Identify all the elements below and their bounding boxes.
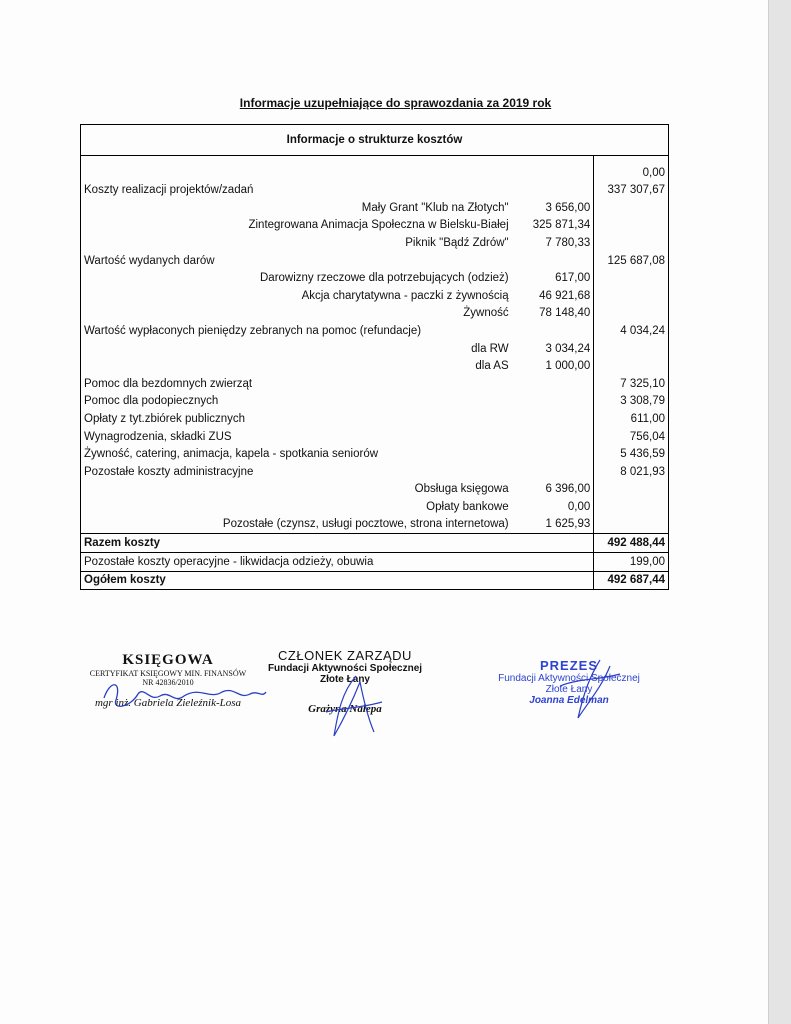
row-subtotal [512,322,594,340]
cost-structure-table [80,124,669,590]
prezes-org-line2: Złote Łany [545,684,593,695]
czlonek-handwritten-signature [312,672,402,742]
table-row [81,322,669,340]
row-label: Mały Grant "Klub na Złotych" [81,199,512,217]
grand-total-value: 492 687,44 [594,571,669,590]
scan-edge [768,0,791,1024]
czlonek-name: Grażyna Nalepa [308,703,382,715]
operating-costs-row [81,553,669,572]
row-total [594,340,669,358]
prezes-org-line1: Fundacji Aktywności Społecznej [498,673,640,684]
row-subtotal [512,164,594,182]
row-label: Opłaty bankowe [81,498,512,516]
czlonek-org-line2: Złote Łany [319,674,370,685]
row-subtotal: 78 148,40 [539,307,591,320]
row-total [594,358,669,376]
row-label: Żywność [81,305,512,323]
table-row [81,305,669,323]
table-row [81,498,669,516]
operating-costs-value: 199,00 [594,553,669,572]
row-label: Koszty realizacji projektów/zadań [81,182,512,200]
row-label: Wartość wydanych darów [81,252,512,270]
czlonek-title: CZŁONEK ZARZĄDU [278,648,412,663]
row-total: 337 307,67 [594,182,669,200]
table-row [81,481,669,499]
table-header-row [81,125,669,156]
row-subtotal: 3 034,24 [545,342,591,355]
grand-total-row [81,571,669,590]
row-subtotal [512,463,594,481]
operating-costs-label: Pozostałe koszty operacyjne - likwidacja odzieży, obuwia [81,553,594,572]
spacer-row [81,156,669,165]
row-subtotal: 46 921,68 [539,289,591,302]
czlonek-org-line1: Fundacji Aktywności Społecznej [267,663,423,674]
row-total: 3 308,79 [594,393,669,411]
row-subtotal [512,182,594,200]
table-row [81,270,669,288]
row-subtotal [512,428,594,446]
table-row [81,252,669,270]
document-title: Informacje uzupełniające do sprawozdania za 2019 rok [239,96,552,110]
row-total [594,234,669,252]
table-row [81,217,669,235]
prezes-title: PREZES [539,658,598,673]
row-subtotal: 3 656,00 [545,201,591,214]
row-total [594,498,669,516]
total-row [81,534,669,553]
row-label: Zintegrowana Animacja Społeczna w Bielsku-Białej [81,217,512,235]
row-label: Pozostałe (czynsz, usługi pocztowe, strona internetowa) [81,516,512,534]
row-subtotal [512,446,594,464]
row-label: Pomoc dla podopiecznych [81,393,512,411]
table-row [81,199,669,217]
prezes-handwritten-signature [540,656,630,722]
row-label: Akcja charytatywna - paczki z żywnością [81,287,512,305]
row-subtotal: 617,00 [555,272,591,285]
row-total [594,287,669,305]
table-row [81,516,669,534]
table-row [81,340,669,358]
row-total: 4 034,24 [594,322,669,340]
row-total [594,199,669,217]
prezes-name: Joanna Edelman [529,695,609,706]
table-row [81,410,669,428]
row-total [594,481,669,499]
row-label: Wartość wypłaconych pieniędzy zebranych na pomoc (refundacje) [81,322,512,340]
row-label: Żywność, catering, animacja, kapela - spotkania seniorów [81,446,512,464]
row-label: Opłaty z tyt.zbiórek publicznych [81,410,512,428]
row-total: 0,00 [594,164,669,182]
row-subtotal: 1 000,00 [545,360,591,373]
row-subtotal: 6 396,00 [545,483,591,496]
row-subtotal: 0,00 [567,500,591,513]
table-row [81,393,669,411]
table-row [81,164,669,182]
row-label: Obsługa księgowa [81,481,512,499]
row-total: 5 436,59 [594,446,669,464]
ksiegowa-handwritten-signature [100,678,270,714]
row-label: Piknik "Bądź Zdrów" [81,234,512,252]
row-subtotal [512,375,594,393]
row-label: Darowizny rzeczowe dla potrzebujących (odzież) [81,270,512,288]
row-label: Pomoc dla bezdomnych zwierząt [81,375,512,393]
ksiegowa-cert-number: NR 42836/2010 [142,678,194,687]
row-total [594,270,669,288]
row-subtotal: 325 871,34 [532,219,591,232]
ksiegowa-name: mgr inż. Gabriela Zieleźnik-Losa [94,697,242,709]
table-row [81,375,669,393]
row-label: Pozostałe koszty administracyjne [81,463,512,481]
row-subtotal [512,252,594,270]
table-row [81,428,669,446]
row-total: 7 325,10 [594,375,669,393]
table-row [81,234,669,252]
row-total: 611,00 [594,410,669,428]
row-total: 8 021,93 [594,463,669,481]
row-label: Wynagrodzenia, składki ZUS [81,428,512,446]
table-row [81,287,669,305]
row-total [594,217,669,235]
row-subtotal [512,410,594,428]
grand-total-label: Ogółem koszty [81,571,594,590]
row-total: 756,04 [594,428,669,446]
total-value: 492 488,44 [594,534,669,553]
ksiegowa-cert: CERTYFIKAT KSIĘGOWY MIN. FINANSÓW [89,669,247,678]
row-total: 125 687,08 [594,252,669,270]
row-subtotal: 1 625,93 [545,518,591,531]
row-label: dla RW [81,340,512,358]
total-label: Razem koszty [81,534,594,553]
row-subtotal [512,393,594,411]
table-row [81,446,669,464]
table-row [81,182,669,200]
row-total [594,516,669,534]
table-row [81,463,669,481]
table-header: Informacje o strukturze kosztów [81,125,669,156]
row-subtotal: 7 780,33 [545,236,591,249]
table-row [81,358,669,376]
row-total [594,305,669,323]
row-label: dla AS [81,358,512,376]
row-label [81,164,512,182]
ksiegowa-title: KSIĘGOWA [122,652,214,668]
